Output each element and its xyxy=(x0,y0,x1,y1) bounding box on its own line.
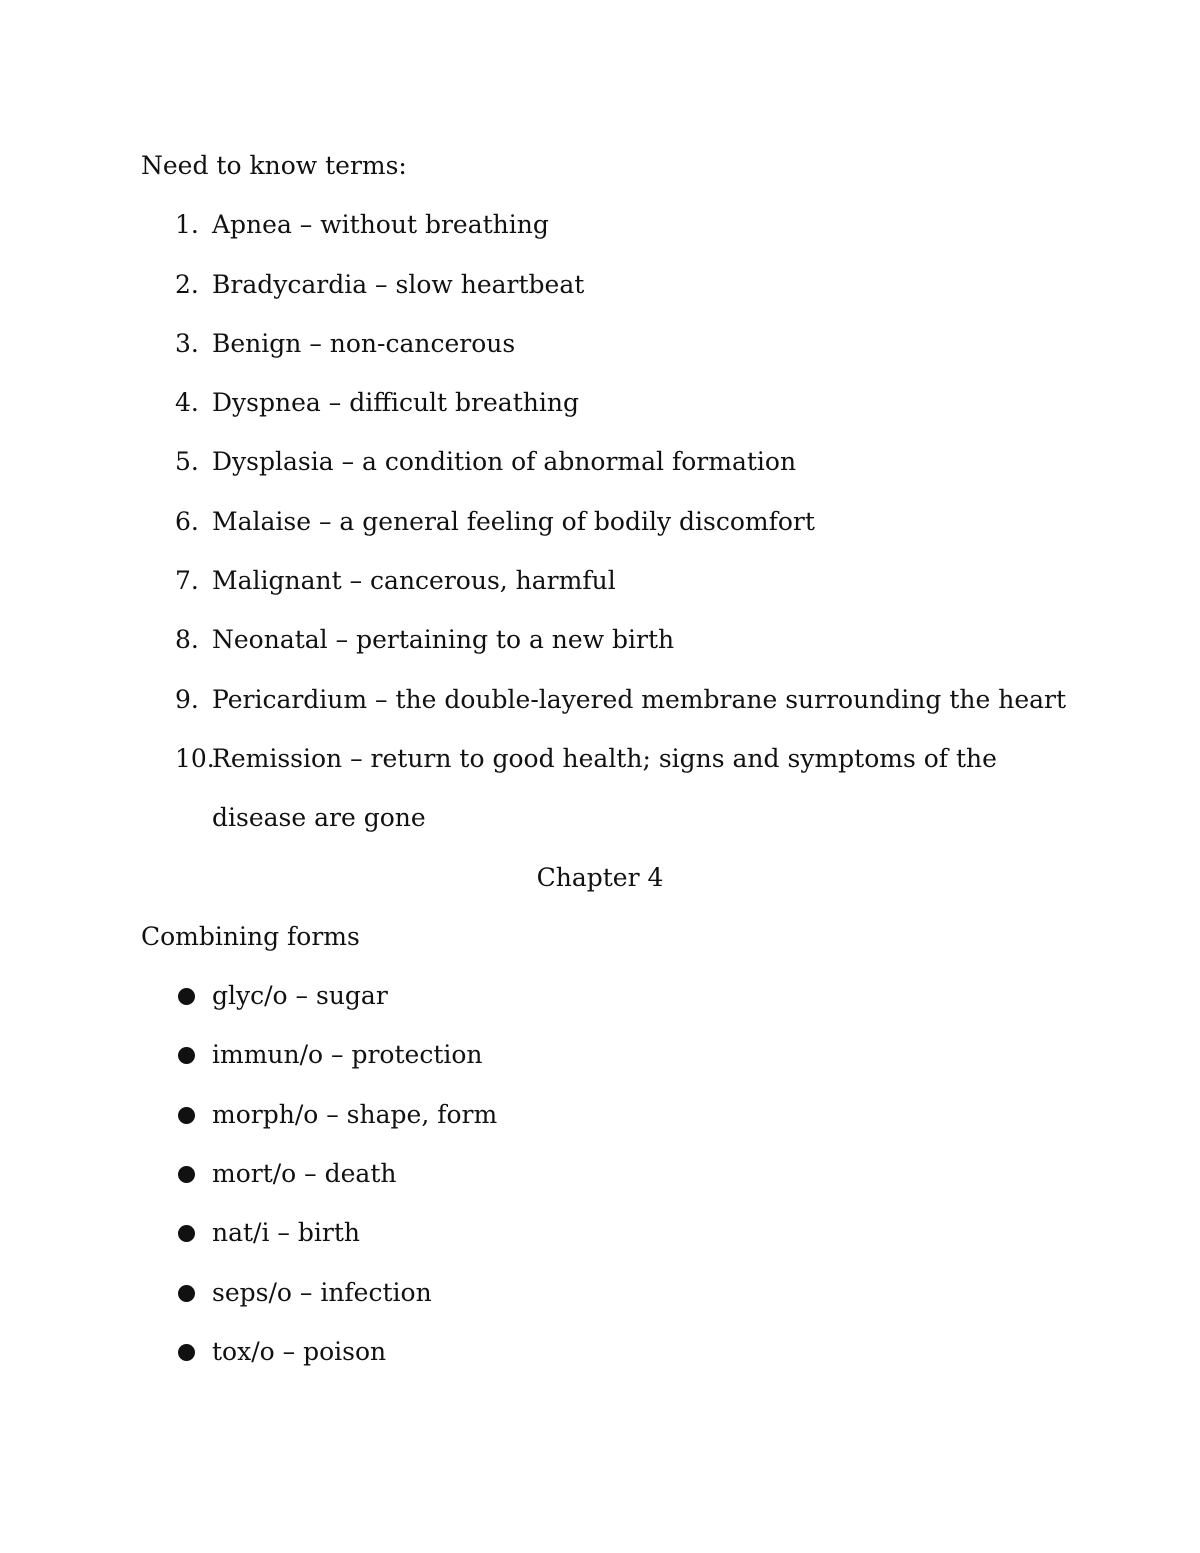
list-item xyxy=(141,1144,1200,1203)
terms-list xyxy=(141,195,1200,847)
list-number: 8. xyxy=(175,625,199,655)
term-text: Pericardium – the double-layered membrane surrounding the heart xyxy=(212,684,1067,714)
list-number: 5. xyxy=(175,447,199,477)
bullet-icon xyxy=(178,1285,195,1302)
bullet-icon xyxy=(178,1166,195,1183)
bullet-icon xyxy=(178,1225,195,1242)
bullet-icon xyxy=(178,1047,195,1064)
list-item xyxy=(141,551,1200,610)
combining-form-text: nat/i – birth xyxy=(212,1218,360,1248)
combining-form-text: glyc/o – sugar xyxy=(212,981,388,1011)
term-text: Benign – non-cancerous xyxy=(212,328,516,358)
list-item xyxy=(141,1203,1200,1262)
list-item xyxy=(141,373,1200,432)
term-text: Malignant – cancerous, harmful xyxy=(212,566,616,596)
term-text: Malaise – a general feeling of bodily discomfort xyxy=(212,506,815,536)
list-item xyxy=(141,195,1200,254)
section-title: Combining forms xyxy=(141,921,360,951)
combining-form-text: immun/o – protection xyxy=(212,1040,483,1070)
list-item xyxy=(141,1025,1200,1084)
list-number: 9. xyxy=(175,684,199,714)
combining-form-text: seps/o – infection xyxy=(212,1277,432,1307)
list-item xyxy=(141,432,1200,491)
chapter-title: Chapter 4 xyxy=(536,862,664,892)
list-number: 2. xyxy=(175,269,199,299)
combining-form-text: morph/o – shape, form xyxy=(212,1099,498,1129)
terms-heading: Need to know terms: xyxy=(141,151,407,180)
list-item xyxy=(141,314,1200,373)
list-item xyxy=(141,1322,1200,1381)
list-item xyxy=(141,610,1200,669)
list-item xyxy=(141,670,1200,729)
combining-form-text: mort/o – death xyxy=(212,1159,397,1189)
list-item xyxy=(141,729,1200,848)
list-item xyxy=(141,492,1200,551)
list-number: 10. xyxy=(175,743,215,773)
bullet-icon xyxy=(178,1344,195,1361)
term-text: Dyspnea – difficult breathing xyxy=(212,388,579,418)
term-text: Dysplasia – a condition of abnormal formation xyxy=(212,447,797,477)
list-number: 4. xyxy=(175,388,199,418)
list-item xyxy=(141,255,1200,314)
list-number: 6. xyxy=(175,506,199,536)
combining-form-text: tox/o – poison xyxy=(212,1336,387,1366)
term-text: Bradycardia – slow heartbeat xyxy=(212,269,585,299)
list-number: 7. xyxy=(175,566,199,596)
list-item xyxy=(141,1263,1200,1322)
term-text: Remission – return to good health; signs and symptoms of the disease are gone xyxy=(212,743,997,833)
list-number: 1. xyxy=(175,210,199,240)
bullet-icon xyxy=(178,1107,195,1124)
term-text: Apnea – without breathing xyxy=(212,210,549,240)
combining-forms-list xyxy=(141,966,1200,1381)
list-number: 3. xyxy=(175,328,199,358)
list-item xyxy=(141,966,1200,1025)
bullet-icon xyxy=(178,988,195,1005)
list-item xyxy=(141,1085,1200,1144)
term-text: Neonatal – pertaining to a new birth xyxy=(212,625,675,655)
